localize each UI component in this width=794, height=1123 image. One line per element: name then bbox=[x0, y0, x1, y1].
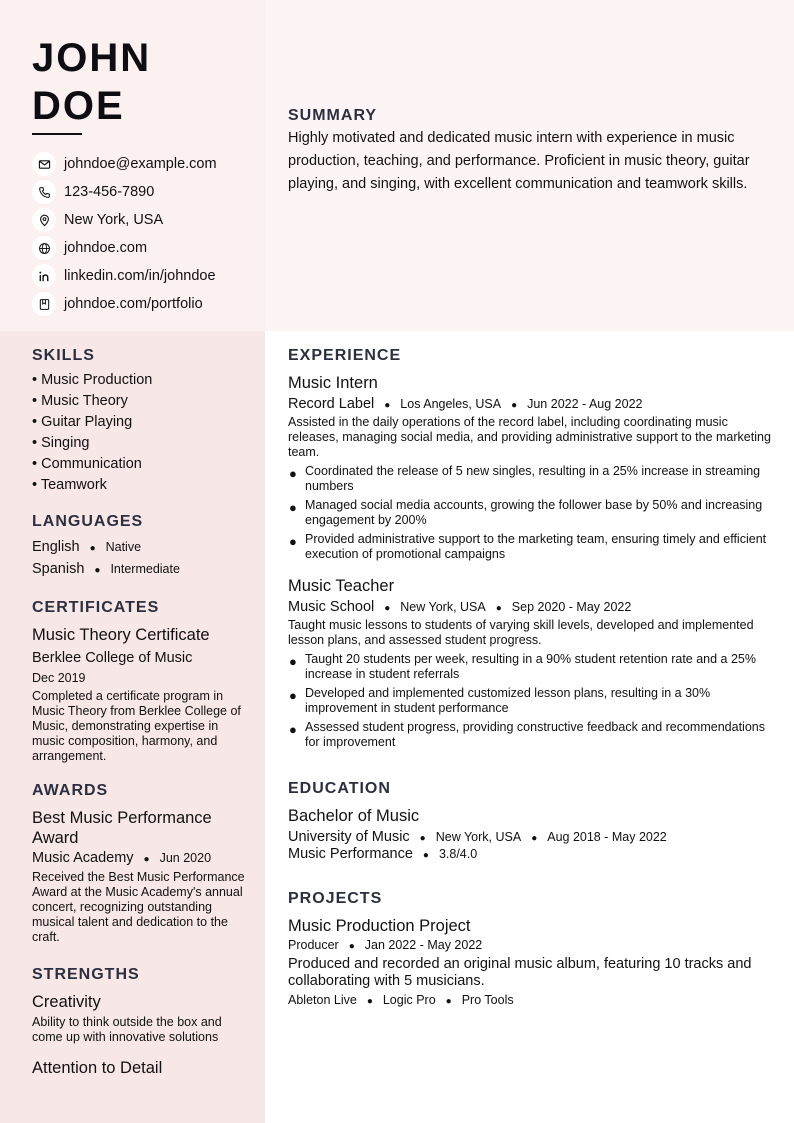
achievement-text: Coordinated the release of 5 new singles, resulting in a 25% increase in streaming numbers bbox=[305, 464, 761, 493]
contact-location bbox=[32, 206, 217, 234]
separator-dot: ● bbox=[495, 603, 502, 614]
contact-location-text: New York, USA bbox=[64, 212, 164, 228]
mail-icon bbox=[32, 152, 56, 176]
awards-title: AWARDS bbox=[32, 782, 109, 799]
strengths-section bbox=[32, 966, 247, 1078]
achievement-text: Provided administrative support to the marketing team, ensuring timely and efficient execution of promotional campaigns bbox=[305, 532, 767, 561]
separator-dot: ● bbox=[384, 603, 391, 614]
separator-dot: ● bbox=[143, 854, 150, 865]
language-item bbox=[32, 537, 247, 559]
phone-icon bbox=[32, 180, 56, 204]
contact-portfolio-text: johndoe.com/portfolio bbox=[64, 296, 203, 312]
education-dates: Aug 2018 - May 2022 bbox=[547, 830, 667, 844]
strength-description: Ability to think outside the box and come up with innovative solutions bbox=[32, 1015, 222, 1044]
school-location: New York, USA bbox=[435, 830, 522, 844]
education-section bbox=[288, 780, 772, 862]
summary-text: Highly motivated and dedicated music intern with experience in music production, teaching, and performance. Proficient in music theory, guitar playing, and singing, with excellent communication and teamwork skills. bbox=[288, 130, 750, 192]
certificates-title: CERTIFICATES bbox=[32, 599, 160, 616]
bullet-dot: ● bbox=[289, 722, 297, 737]
contact-linkedin-text: linkedin.com/in/johndoe bbox=[64, 268, 216, 284]
language-level: Intermediate bbox=[110, 562, 180, 576]
tool-item: Ableton Live bbox=[288, 993, 357, 1007]
job-company: Record Label bbox=[288, 396, 375, 412]
separator-dot: ● bbox=[511, 400, 518, 411]
achievement-item bbox=[288, 532, 772, 562]
languages-section bbox=[32, 513, 247, 581]
certificates-section bbox=[32, 599, 247, 764]
skills-title: SKILLS bbox=[32, 347, 95, 364]
language-item bbox=[32, 559, 247, 581]
awards-section bbox=[32, 782, 247, 945]
award-item bbox=[32, 808, 247, 945]
name-divider bbox=[32, 133, 82, 135]
achievement-item bbox=[288, 686, 772, 716]
major-name: Music Performance bbox=[288, 846, 413, 862]
bullet-dot: ● bbox=[289, 534, 297, 549]
education-major-row bbox=[288, 846, 772, 862]
portfolio-icon bbox=[32, 292, 56, 316]
certificate-date: Dec 2019 bbox=[32, 671, 86, 685]
separator-dot: ● bbox=[419, 833, 426, 844]
achievement-text: Assessed student progress, providing constructive feedback and recommendations for improvement bbox=[305, 720, 765, 749]
separator-dot: ● bbox=[94, 565, 101, 576]
skill-item: • Singing bbox=[32, 435, 90, 451]
achievement-item bbox=[288, 720, 772, 750]
summary-title: SUMMARY bbox=[288, 107, 378, 124]
job-entry bbox=[288, 373, 772, 562]
award-date: Jun 2020 bbox=[159, 851, 212, 865]
contact-website-text: johndoe.com bbox=[64, 240, 148, 256]
certificate-item bbox=[32, 625, 247, 764]
skill-item: • Guitar Playing bbox=[32, 414, 133, 430]
tool-item: Pro Tools bbox=[461, 993, 514, 1007]
achievement-text: Managed social media accounts, growing the follower base by 50% and increasing engagement by 200% bbox=[305, 498, 763, 527]
bullet-dot: ● bbox=[289, 466, 297, 481]
achievement-text: Taught 20 students per week, resulting in a 90% student retention rate and a 25% increase in student referrals bbox=[305, 652, 756, 681]
skill-item: • Music Production bbox=[32, 372, 153, 388]
location-icon bbox=[32, 208, 56, 232]
contact-phone-text: 123-456-7890 bbox=[64, 184, 155, 200]
achievement-item bbox=[288, 464, 772, 494]
degree-name: Bachelor of Music bbox=[288, 807, 420, 825]
bullet-dot: ● bbox=[289, 688, 297, 703]
gpa-value: 3.8/4.0 bbox=[438, 847, 478, 861]
bullet-dot: ● bbox=[289, 654, 297, 669]
contact-portfolio[interactable] bbox=[32, 290, 217, 318]
award-description: Received the Best Music Performance Award at the Music Academy's annual concert, recognizing outstanding musical talent and dedication to the craft. bbox=[32, 870, 245, 944]
contact-website[interactable] bbox=[32, 234, 217, 262]
job-location: Los Angeles, USA bbox=[400, 397, 502, 411]
job-meta bbox=[288, 599, 772, 615]
job-title: Music Teacher bbox=[288, 577, 395, 595]
project-role: Producer bbox=[288, 938, 339, 952]
job-achievements bbox=[288, 652, 772, 750]
project-description: Produced and recorded an original music album, featuring 10 tracks and collaborating with 5 musicians. bbox=[288, 956, 752, 989]
summary-section bbox=[288, 107, 766, 196]
separator-dot: ● bbox=[531, 833, 538, 844]
contact-list bbox=[32, 150, 217, 318]
job-entry bbox=[288, 576, 772, 750]
job-meta bbox=[288, 396, 772, 412]
separator-dot: ● bbox=[366, 996, 373, 1007]
skill-item: • Teamwork bbox=[32, 477, 107, 493]
contact-linkedin[interactable] bbox=[32, 262, 217, 290]
job-description: Assisted in the daily operations of the record label, including coordinating music releases, managing social media, and providing administrative support to the marketing team. bbox=[288, 415, 771, 459]
experience-title: EXPERIENCE bbox=[288, 347, 402, 364]
language-level: Native bbox=[105, 540, 142, 554]
last-name: DOE bbox=[32, 84, 125, 128]
certificate-description: Completed a certificate program in Music Theory from Berklee College of Music, demonstrating expertise in music composition, harmony, and arrangement. bbox=[32, 689, 241, 763]
achievement-item bbox=[288, 652, 772, 682]
education-title: EDUCATION bbox=[288, 780, 391, 797]
strength-item bbox=[32, 992, 247, 1045]
languages-list bbox=[32, 537, 247, 581]
certificate-name: Music Theory Certificate bbox=[32, 626, 210, 644]
separator-dot: ● bbox=[384, 400, 391, 411]
project-entry bbox=[288, 916, 772, 1007]
skill-item: • Music Theory bbox=[32, 393, 128, 409]
contact-phone[interactable] bbox=[32, 178, 217, 206]
strength-item bbox=[32, 1058, 247, 1078]
project-name: Music Production Project bbox=[288, 917, 471, 935]
linkedin-icon bbox=[32, 264, 56, 288]
project-meta bbox=[288, 938, 772, 952]
separator-dot: ● bbox=[422, 850, 429, 861]
job-dates: Jun 2022 - Aug 2022 bbox=[527, 397, 643, 411]
school-name: University of Music bbox=[288, 829, 410, 845]
job-description: Taught music lessons to students of varying skill levels, developed and implemented lesson plans, and assessed student progress. bbox=[288, 618, 754, 647]
strengths-title: STRENGTHS bbox=[32, 966, 140, 983]
first-name: JOHN bbox=[32, 36, 152, 80]
job-company: Music School bbox=[288, 599, 375, 615]
separator-dot: ● bbox=[89, 543, 96, 554]
award-meta bbox=[32, 850, 247, 866]
project-dates: Jan 2022 - May 2022 bbox=[364, 938, 483, 952]
certificate-issuer: Berklee College of Music bbox=[32, 650, 193, 666]
candidate-name bbox=[32, 34, 151, 130]
separator-dot: ● bbox=[445, 996, 452, 1007]
contact-email[interactable] bbox=[32, 150, 217, 178]
languages-title: LANGUAGES bbox=[32, 513, 144, 530]
education-entry bbox=[288, 806, 772, 862]
bullet-dot: ● bbox=[289, 500, 297, 515]
achievement-item bbox=[288, 498, 772, 528]
projects-section bbox=[288, 890, 772, 1007]
job-location: New York, USA bbox=[400, 600, 486, 614]
contact-email-text: johndoe@example.com bbox=[64, 156, 217, 172]
skill-item: • Communication bbox=[32, 456, 142, 472]
projects-title: PROJECTS bbox=[288, 890, 383, 907]
strength-name: Attention to Detail bbox=[32, 1059, 163, 1077]
language-name: English bbox=[32, 539, 80, 555]
award-name: Best Music Performance Award bbox=[32, 809, 212, 847]
job-achievements bbox=[288, 464, 772, 562]
skills-section bbox=[32, 347, 247, 496]
language-name: Spanish bbox=[32, 561, 85, 577]
separator-dot: ● bbox=[348, 941, 355, 952]
job-dates: Sep 2020 - May 2022 bbox=[511, 600, 632, 614]
tool-item: Logic Pro bbox=[382, 993, 436, 1007]
achievement-text: Developed and implemented customized lesson plans, resulting in a 30% improvement in student performance bbox=[305, 686, 711, 715]
experience-section bbox=[288, 347, 772, 754]
award-issuer: Music Academy bbox=[32, 850, 134, 866]
project-tools bbox=[288, 993, 772, 1007]
skills-list bbox=[32, 370, 247, 496]
strength-name: Creativity bbox=[32, 993, 101, 1011]
education-meta bbox=[288, 829, 772, 845]
globe-icon bbox=[32, 236, 56, 260]
job-title: Music Intern bbox=[288, 374, 378, 392]
